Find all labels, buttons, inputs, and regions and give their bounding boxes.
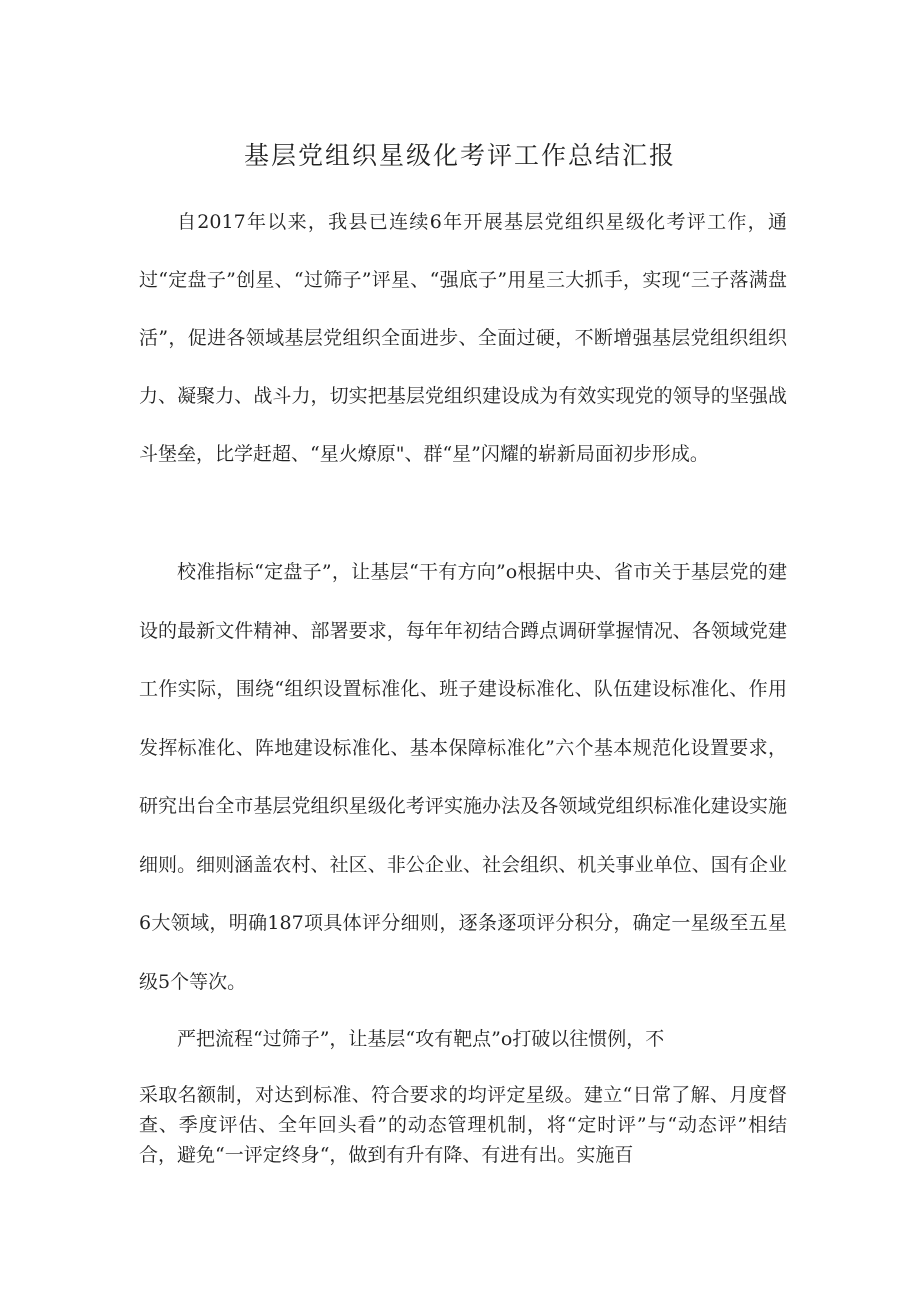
paragraph-calibrate-indicators: 校准指标“定盘子”，让基层“干有方向”o根据中央、省市关于基层党的建设的最新文件精神、部署要求，每年年初结合蹲点调研掌握情况、各领域党建工作实际，围绕“组织设置标准化、班子建设标准化、队伍建设标准化、作用发挥标准化、阵地建设标准化、基本保障标准化”六个基本规范化设置要求，研究出台全市基层党组织星级化考评实施办法及各领域党组织标准化建设实施细则。细则涵盖农村、社区、非公企业、社会组织、机关事业单位、国有企业6大领域，明确187项具体评分细则，逐条逐项评分积分，确定一星级至五星级5个等次。 — [139, 561, 787, 993]
paragraph-intro: 自2017年以来，我县已连续6年开展基层党组织星级化考评工作，通过“定盘子”创星、“过筛子”评星、“强底子”用星三大抓手，实现“三子落满盘活”，促进各领域基层党组织全面进步、全面过硬，不断增强基层党组织组织力、凝聚力、战斗力，切实把基层党组织建设成为有效实现党的领导的坚强战斗堡垒，比学赶超、“星火燎原"、群“星”闪耀的崭新局面初步形成。 — [139, 211, 787, 465]
paragraph-strict-process-continued: 采取名额制，对达到标准、符合要求的均评定星级。建立“日常了解、月度督查、季度评估、全年回头看”的动态管理机制，将“定时评”与“动态评”相结合，避免“一评定终身“，做到有升有降、有进有出。实施百 — [139, 1084, 787, 1166]
paragraph-strict-process: 严把流程“过筛子”，让基层“攻有靶点”o打破以往惯例，不 — [177, 1028, 665, 1050]
document-title: 基层党组织星级化考评工作总结汇报 — [243, 141, 676, 170]
